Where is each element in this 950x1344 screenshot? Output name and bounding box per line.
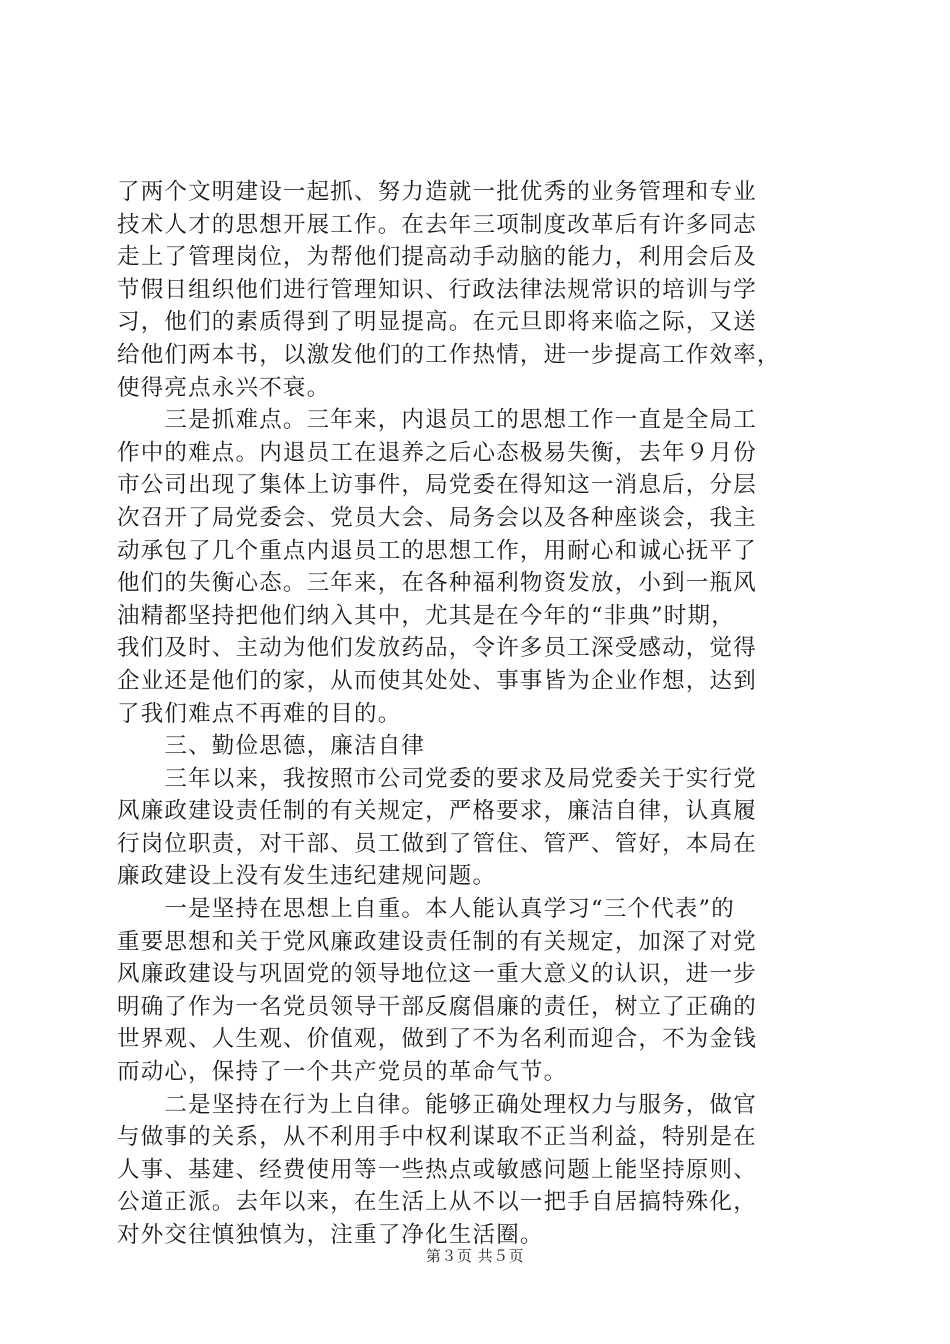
- text-line: 走上了管理岗位，为帮他们提高动手动脑的能力，利用会后及: [117, 244, 757, 271]
- text-line: 了两个文明建设一起抓、努力造就一批优秀的业务管理和专业: [117, 179, 757, 205]
- document-body: [117, 176, 837, 1252]
- text-line: 动承包了几个重点内退员工的思想工作，用耐心和诚心抚平了: [117, 537, 757, 564]
- text-line: 与做事的关系，从不利用手中权利谋取不正当利益，特别是在: [117, 1124, 757, 1151]
- section-heading: 三、勤俭思德，廉洁自律: [117, 733, 426, 760]
- text-line: 三年以来，我按照市公司党委的要求及局党委关于实行党: [117, 765, 757, 792]
- text-line: 我们及时、主动为他们发放药品，令许多员工深受感动，觉得: [117, 635, 757, 662]
- text-line: 风廉政建设与巩固党的领导地位这一重大意义的认识，进一步: [117, 961, 757, 988]
- text-line: 给他们两本书，以激发他们的工作热情，进一步提高工作效率，: [117, 341, 781, 368]
- text-line: 使得亮点永兴不衰。: [117, 374, 331, 401]
- text-line: 技术人才的思想开展工作。在去年三项制度改革后有许多同志: [117, 211, 757, 238]
- text-line: 二是坚持在行为上自律。能够正确处理权力与服务，做官: [117, 1091, 757, 1118]
- text-line: 习，他们的素质得到了明显提高。在元旦即将来临之际，又送: [117, 309, 757, 336]
- text-line: 风廉政建设责任制的有关规定，严格要求，廉洁自律，认真履: [117, 798, 757, 825]
- text-line: 一是坚持在思想上自重。本人能认真学习“三个代表”的: [117, 896, 735, 923]
- text-line: 油精都坚持把他们纳入其中，尤其是在今年的“非典”时期，: [117, 602, 735, 629]
- text-line: 节假日组织他们进行管理知识、行政法律法规常识的培训与学: [117, 276, 757, 303]
- text-line: 三是抓难点。三年来，内退员工的思想工作一直是全局工: [117, 407, 757, 434]
- text-line: 而动心，保持了一个共产党员的革命气节。: [117, 1059, 568, 1086]
- text-line: 明确了作为一名党员领导干部反腐倡廉的责任，树立了正确的: [117, 993, 757, 1020]
- text-line: 市公司出现了集体上访事件，局党委在得知这一消息后，分层: [117, 472, 757, 499]
- text-line: 行岗位职责，对干部、员工做到了管住、管严、管好，本局在: [117, 830, 757, 857]
- text-line: 世界观、人生观、价值观，做到了不为名利而迎合，不为金钱: [117, 1026, 757, 1053]
- text-line: 人事、基建、经费使用等一些热点或敏感问题上能坚持原则、: [117, 1156, 757, 1183]
- text-line: 他们的失衡心态。三年来，在各种福利物资发放，小到一瓶风: [117, 570, 757, 597]
- text-line: 企业还是他们的家，从而使其处处、事事皆为企业作想，达到: [117, 667, 757, 694]
- text-line: 廉政建设上没有发生违纪建规问题。: [117, 863, 497, 890]
- text-line: 重要思想和关于党风廉政建设责任制的有关规定，加深了对党: [117, 928, 757, 955]
- text-line: 作中的难点。内退员工在退养之后心态极易失衡，去年９月份: [117, 439, 757, 466]
- text-line: 对外交往慎独慎为，注重了净化生活圈。: [117, 1222, 544, 1248]
- page-number-footer: 第３页 共５页: [425, 1247, 525, 1265]
- text-line: 次召开了局党委会、党员大会、局务会以及各种座谈会，我主: [117, 504, 757, 531]
- text-line: 公道正派。去年以来，在生活上从不以一把手自居搞特殊化，: [117, 1189, 757, 1216]
- text-line: 了我们难点不再难的目的。: [117, 700, 402, 727]
